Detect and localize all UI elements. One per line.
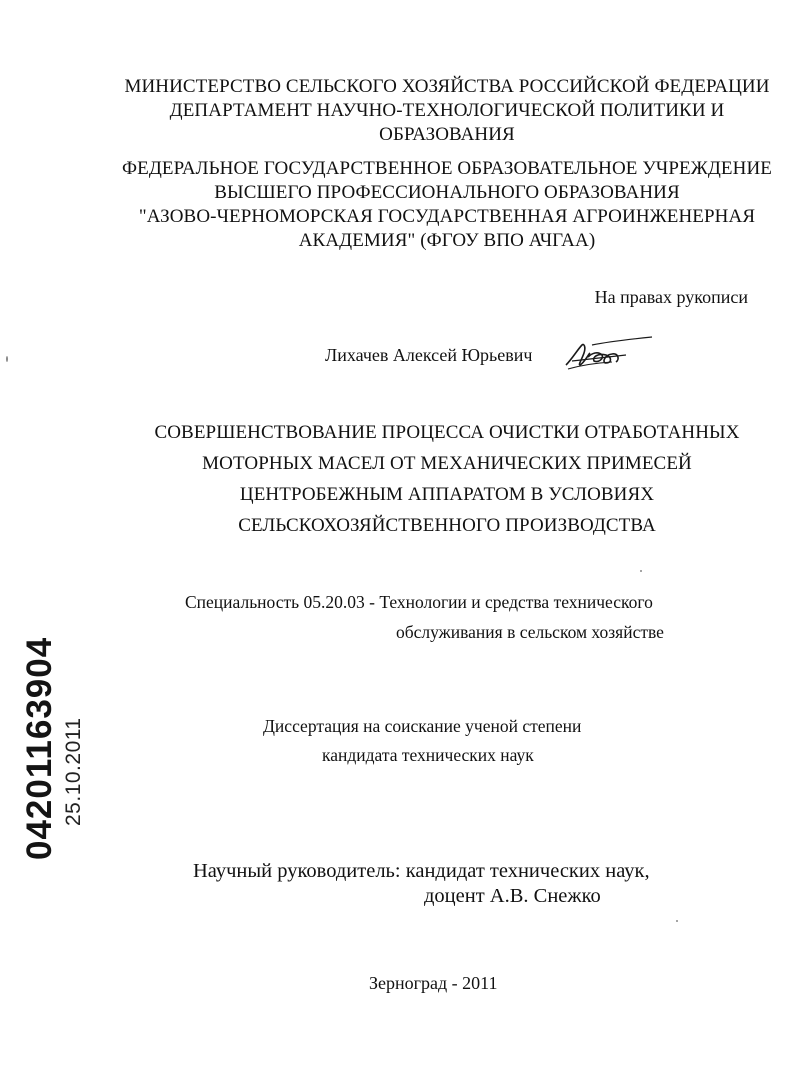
signature-image [562,335,654,375]
degree-line: Диссертация на соискание ученой степени [263,716,582,736]
institution-line: "АЗОВО-ЧЕРНОМОРСКАЯ ГОСУДАРСТВЕННАЯ АГРОИНЖЕНЕРНАЯ [138,206,756,227]
city-year: Зерноград - 2011 [369,973,498,993]
supervisor-line: доцент А.В. Снежко [424,885,601,907]
scan-speck [676,920,678,922]
specialty-line: Специальность 05.20.03 - Технологии и средства технического [185,592,653,612]
specialty-line: обслуживания в сельском хозяйстве [396,622,664,642]
title-line: ЦЕНТРОБЕЖНЫМ АППАРАТОМ В УСЛОВИЯХ [239,484,655,505]
supervisor-line: Научный руководитель: кандидат технических наук, [193,860,650,882]
institution-line: АКАДЕМИЯ" (ФГОУ ВПО АЧГАА) [298,230,596,251]
title-line: СОВЕРШЕНСТВОВАНИЕ ПРОЦЕССА ОЧИСТКИ ОТРАБОТАННЫХ [154,422,740,443]
author-row [325,335,654,375]
rights-note: На правах рукописи [594,287,748,307]
ministry-line: МИНИСТЕРСТВО СЕЛЬСКОГО ХОЗЯЙСТВА РОССИЙСКОЙ ФЕДЕРАЦИИ [124,76,770,97]
library-stamp-date: 25.10.2011 [62,717,85,826]
ministry-header [110,75,784,147]
institution-line: ВЫСШЕГО ПРОФЕССИОНАЛЬНОГО ОБРАЗОВАНИЯ [214,182,680,203]
title-line: СЕЛЬСКОХОЗЯЙСТВЕННОГО ПРОИЗВОДСТВА [238,515,656,536]
scan-speck [640,570,642,572]
scan-speck [6,356,8,362]
library-stamp-number: 04201163904 [20,636,59,860]
institution-line: ФЕДЕРАЛЬНОЕ ГОСУДАРСТВЕННОЕ ОБРАЗОВАТЕЛЬНОЕ УЧРЕЖДЕНИЕ [122,158,772,179]
institution-header [110,157,784,253]
ministry-line: ДЕПАРТАМЕНТ НАУЧНО-ТЕХНОЛОГИЧЕСКОЙ ПОЛИТИКИ И [169,100,725,121]
title-line: МОТОРНЫХ МАСЕЛ ОТ МЕХАНИЧЕСКИХ ПРИМЕСЕЙ [202,453,692,474]
author-name: Лихачев Алексей Юрьевич [325,344,533,365]
ministry-line: ОБРАЗОВАНИЯ [379,124,515,145]
dissertation-title [110,417,784,541]
degree-line: кандидата технических наук [322,745,534,765]
